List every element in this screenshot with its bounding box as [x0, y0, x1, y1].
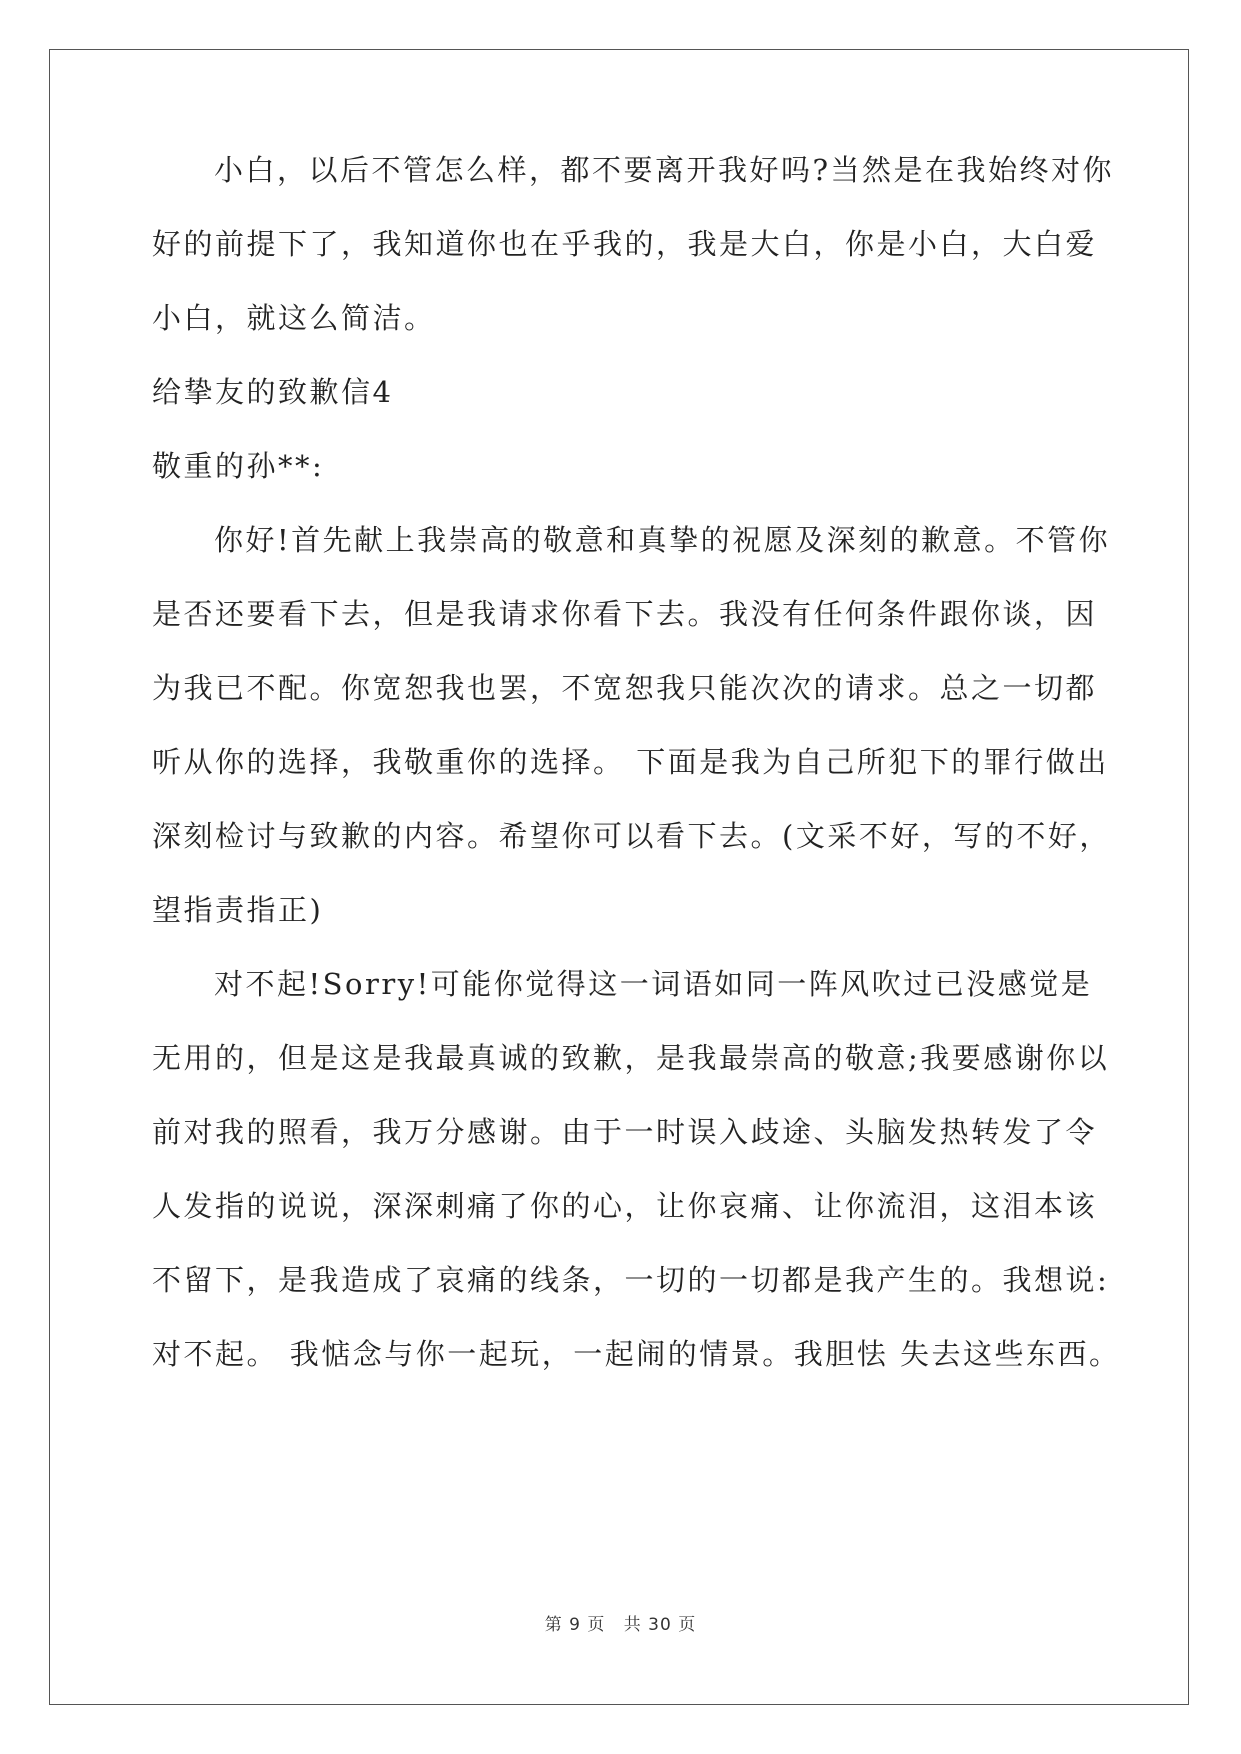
- text-line: 听从你的选择，我敬重你的选择。 下面是我为自己所犯下的罪行做出: [152, 745, 1109, 779]
- text-line: 对不起!Sorry!可能你觉得这一词语如同一阵风吹过已没感觉是: [214, 967, 1093, 1001]
- text-line: 不留下，是我造成了哀痛的线条，一切的一切都是我产生的。我想说:: [152, 1263, 1110, 1297]
- text-line: 前对我的照看，我万分感谢。由于一时误入歧途、头脑发热转发了令: [152, 1115, 1098, 1149]
- salutation: 敬重的孙**:: [152, 449, 325, 483]
- text-line: 无用的，但是这是我最真诚的致歉，是我最崇高的敬意;我要感谢你以: [152, 1041, 1110, 1075]
- page-footer: [0, 1610, 1241, 1635]
- page-total: 共 30 页: [623, 1615, 697, 1635]
- text-line: 你好!首先献上我崇高的敬意和真挚的祝愿及深刻的歉意。不管你: [214, 523, 1111, 557]
- text-line: 深刻检讨与致歉的内容。希望你可以看下去。(文采不好，写的不好，: [152, 819, 1111, 853]
- text-line: 人发指的说说，深深刺痛了你的心，让你哀痛、让你流泪，这泪本该: [152, 1189, 1098, 1223]
- text-line: 小白，就这么简洁。: [152, 301, 436, 335]
- page-number: 第 9 页: [544, 1615, 606, 1635]
- text-line: 望指责指正): [152, 893, 324, 927]
- text-line: 好的前提下了，我知道你也在乎我的，我是大白，你是小白，大白爱: [152, 227, 1098, 261]
- text-line: 小白，以后不管怎么样，都不要离开我好吗?当然是在我始终对你: [214, 153, 1115, 187]
- text-line: 对不起。 我惦念与你一起玩，一起闹的情景。我胆怯 失去这些东西。: [152, 1337, 1121, 1371]
- text-line: 为我已不配。你宽恕我也罢，不宽恕我只能次次的请求。总之一切都: [152, 671, 1098, 705]
- text-line: 是否还要看下去，但是我请求你看下去。我没有任何条件跟你谈，因: [152, 597, 1098, 631]
- section-heading: 给挚友的致歉信4: [152, 375, 394, 409]
